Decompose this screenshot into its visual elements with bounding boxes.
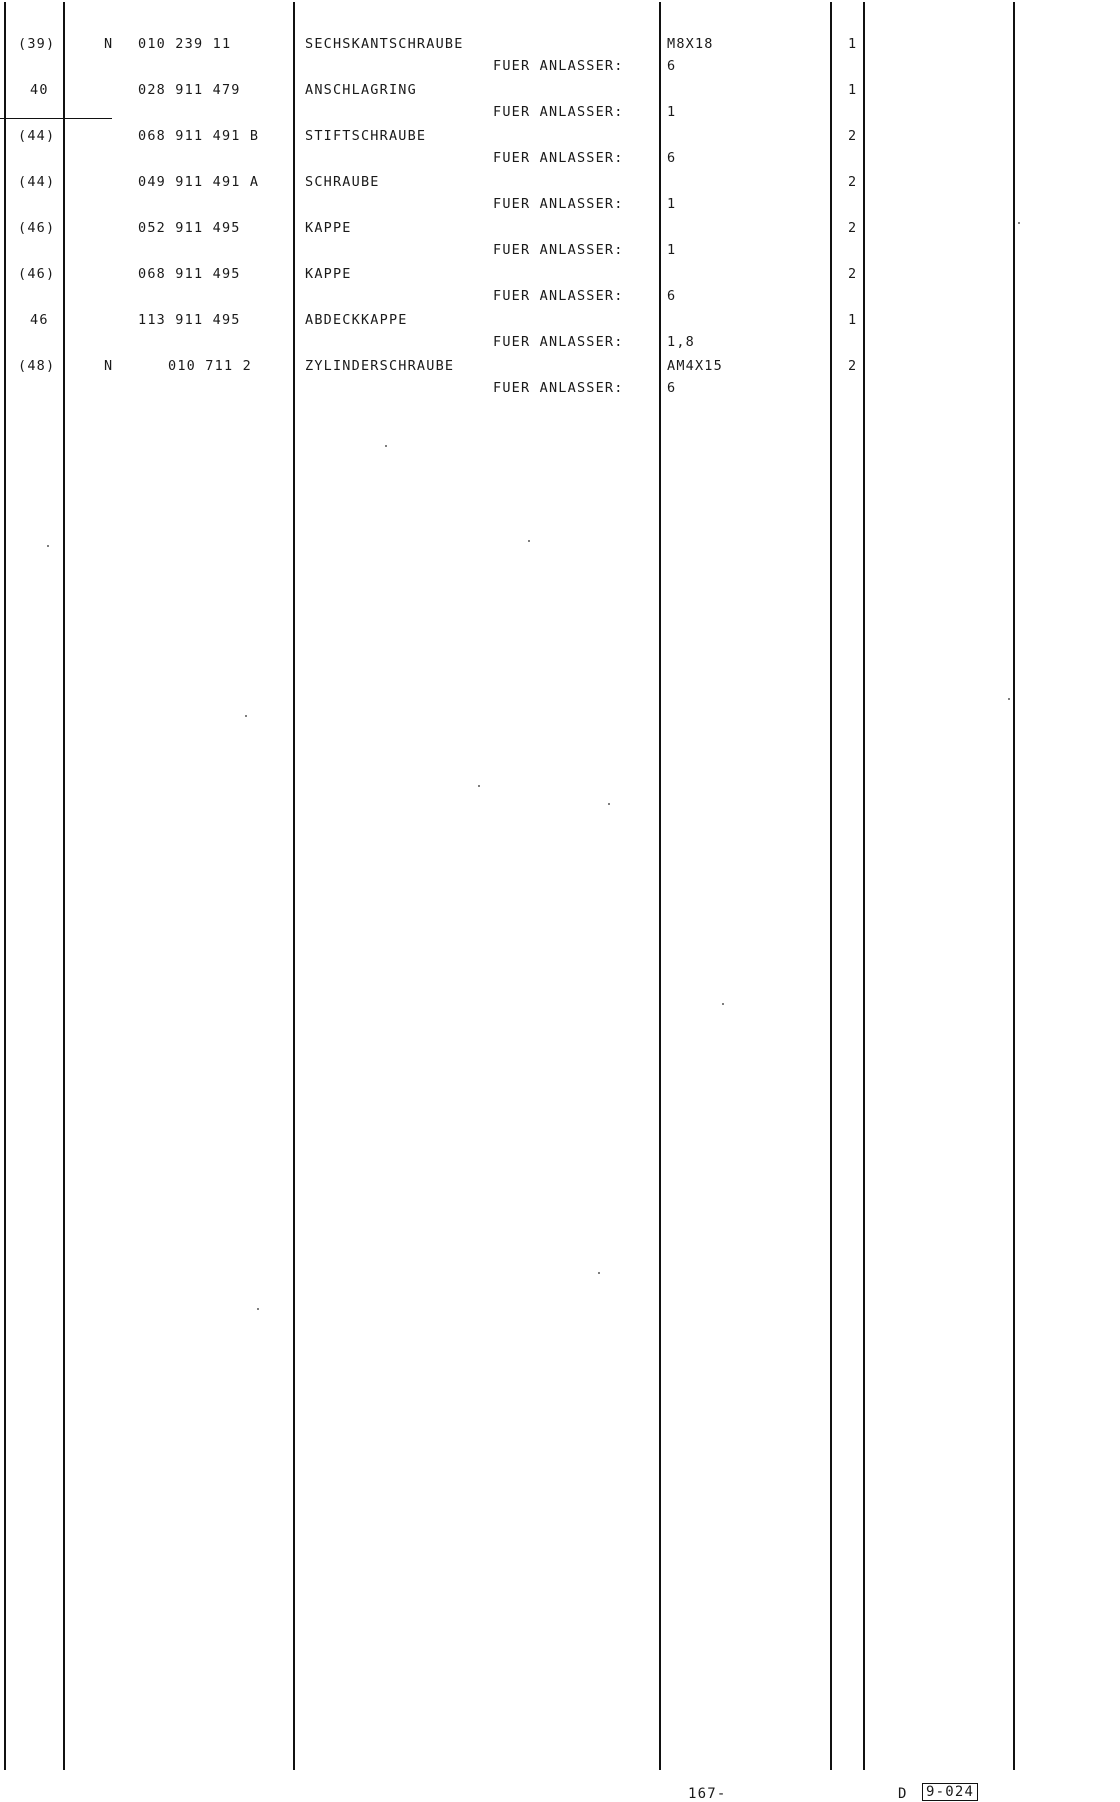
starter-model: 6 <box>667 150 677 166</box>
part-description: ABDECKKAPPE <box>305 312 408 328</box>
scan-speck <box>478 785 480 787</box>
quantity: 1 <box>848 36 858 52</box>
quantity: 1 <box>848 82 858 98</box>
part-spec: M8X18 <box>667 36 714 52</box>
quantity: 2 <box>848 358 858 374</box>
part-number: 113 911 495 <box>138 312 241 328</box>
part-description: SECHSKANTSCHRAUBE <box>305 36 464 52</box>
usage-qualifier: FUER ANLASSER: <box>493 380 624 396</box>
usage-qualifier: FUER ANLASSER: <box>493 150 624 166</box>
starter-model: 1 <box>667 104 677 120</box>
usage-qualifier: FUER ANLASSER: <box>493 334 624 350</box>
starter-model: 6 <box>667 58 677 74</box>
table-row <box>0 220 1120 266</box>
table-row <box>0 174 1120 220</box>
table-row <box>0 82 1120 128</box>
part-number: 052 911 495 <box>138 220 241 236</box>
standard-part-flag: N <box>104 36 114 52</box>
table-row <box>0 36 1120 82</box>
part-description: ZYLINDERSCHRAUBE <box>305 358 455 374</box>
quantity: 2 <box>848 128 858 144</box>
quantity: 1 <box>848 312 858 328</box>
position-number: 46 <box>30 312 49 328</box>
position-number: (48) <box>18 358 56 374</box>
part-number: 028 911 479 <box>138 82 241 98</box>
position-number: (39) <box>18 36 56 52</box>
usage-qualifier: FUER ANLASSER: <box>493 288 624 304</box>
scan-speck <box>245 715 247 717</box>
part-number: 010 239 11 <box>138 36 232 52</box>
language-code: D <box>898 1786 908 1802</box>
usage-qualifier: FUER ANLASSER: <box>493 196 624 212</box>
part-description: STIFTSCHRAUBE <box>305 128 427 144</box>
part-description: SCHRAUBE <box>305 174 380 190</box>
part-description: ANSCHLAGRING <box>305 82 417 98</box>
table-row <box>0 128 1120 174</box>
position-number: (44) <box>18 128 56 144</box>
table-row <box>0 358 1120 404</box>
quantity: 2 <box>848 266 858 282</box>
usage-qualifier: FUER ANLASSER: <box>493 58 624 74</box>
starter-model: 6 <box>667 380 677 396</box>
table-row <box>0 312 1120 358</box>
part-number: 010 711 2 <box>168 358 252 374</box>
scan-speck <box>608 803 610 805</box>
quantity: 2 <box>848 220 858 236</box>
usage-qualifier: FUER ANLASSER: <box>493 242 624 258</box>
scan-speck <box>528 540 530 542</box>
part-number: 068 911 495 <box>138 266 241 282</box>
table-row <box>0 266 1120 312</box>
starter-model: 1 <box>667 196 677 212</box>
starter-model: 1 <box>667 242 677 258</box>
position-number: (44) <box>18 174 56 190</box>
part-number: 068 911 491 B <box>138 128 260 144</box>
scan-speck <box>385 445 387 447</box>
quantity: 2 <box>848 174 858 190</box>
scan-speck <box>47 545 49 547</box>
starter-model: 6 <box>667 288 677 304</box>
scan-speck <box>598 1272 600 1274</box>
scan-speck <box>1018 222 1020 224</box>
part-spec: AM4X15 <box>667 358 723 374</box>
position-number: 40 <box>30 82 49 98</box>
scan-speck <box>1008 698 1010 700</box>
page-number: 167- <box>688 1786 727 1802</box>
part-description: KAPPE <box>305 266 352 282</box>
position-number: (46) <box>18 220 56 236</box>
scan-speck <box>257 1308 259 1310</box>
scan-speck <box>722 1003 724 1005</box>
part-description: KAPPE <box>305 220 352 236</box>
standard-part-flag: N <box>104 358 114 374</box>
page-reference: 9-024 <box>922 1783 978 1801</box>
position-number: (46) <box>18 266 56 282</box>
part-number: 049 911 491 A <box>138 174 260 190</box>
starter-model: 1,8 <box>667 334 695 350</box>
usage-qualifier: FUER ANLASSER: <box>493 104 624 120</box>
